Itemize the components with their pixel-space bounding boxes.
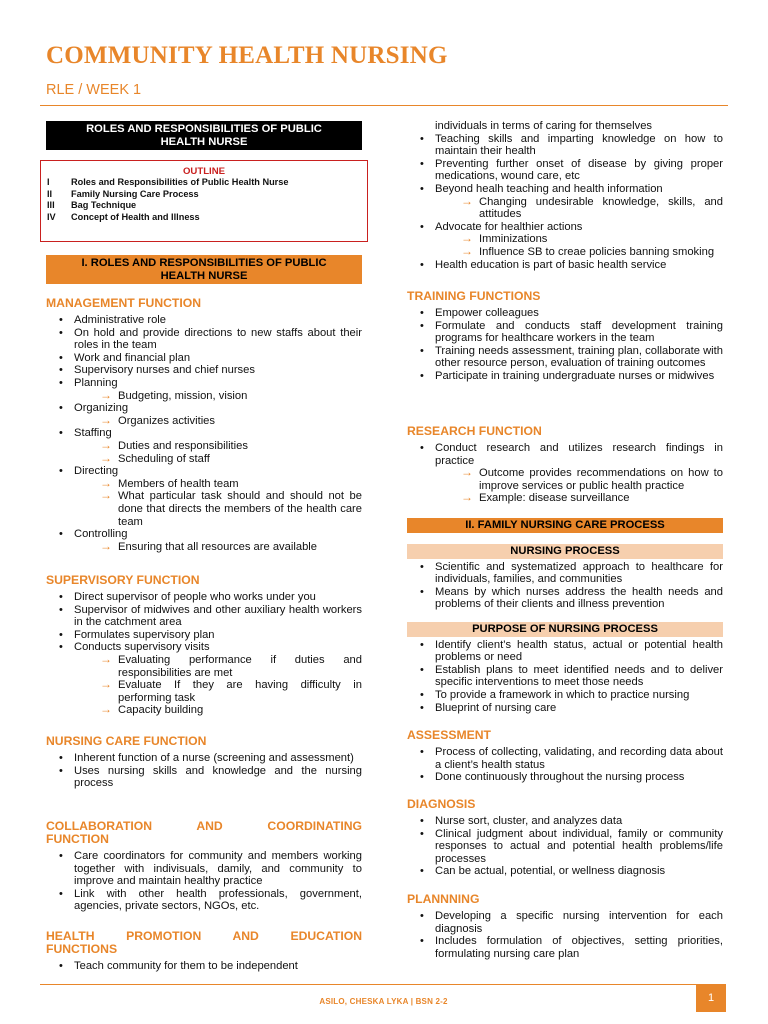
list-item: • Health education is part of basic health service [407,259,723,272]
section-heading: PLANNNING [407,892,480,906]
list-item: • Training needs assessment, training plan, collaborate with other resource person, evaluation of training outcomes [407,345,723,370]
list-item: • On hold and provide directions to new staffs about their roles in the team [46,327,362,352]
sub-item: → Duties and responsibilities [74,440,362,453]
outline-title: OUTLINE [182,166,226,177]
research-function [407,425,723,505]
document-title: COMMUNITY HEALTH NURSING [46,42,448,69]
planning [407,893,723,960]
section-2-heading: II. FAMILY NURSING CARE PROCESS [407,518,723,533]
sub-item: → Scheduling of staff [74,453,362,466]
list-item: • Advocate for healthier actions → Imminizations → Influence SB to creae policies banning smoking [407,221,723,259]
list-item: • Controlling → Ensuring that all resources are available [46,528,362,553]
section-heading: ASSESSMENT [407,728,491,742]
list-item: • Establish plans to meet identified needs and to deliver specific interventions to meet those needs [407,664,723,689]
sub-item: → Evaluating performance if duties and responsibilities are met [74,654,362,679]
list-item: • Care coordinators for community and members working together with indivisuals, damily, and community to improve and maintain healthy practice [46,850,362,888]
section-heading: TRAINING FUNCTIONS [407,289,541,303]
supervisory-function [46,574,362,717]
section-heading: MANAGEMENT FUNCTION [46,296,202,310]
list-item: • Empower colleagues [407,307,723,320]
section-heading: NURSING CARE FUNCTION [46,734,207,748]
sub-item: → Evaluate If they are having difficulty in performing task [74,679,362,704]
list-item: • Link with other health professionals, government, agencies, private sectors, NGOs, etc. [46,888,362,913]
list-item: • Process of collecting, validating, and recording data about a client’s health status [407,746,723,771]
continued-text: individuals in terms of caring for themselves [435,120,653,132]
header-rule [40,105,728,106]
footer-rule [40,984,726,985]
list-item: • Supervisor of midwives and other auxiliary health workers in the catchment area [46,604,362,629]
list-item: • Done continuously throughout the nursing process [407,771,723,784]
purpose-of-nursing-process [407,622,723,714]
list-item: • Uses nursing skills and knowledge and the nursing process [46,765,362,790]
list-item: • Direct supervisor of people who works under you [46,591,362,604]
page-number: 1 [696,984,726,1012]
outline-box [40,160,368,242]
sub-item: → Budgeting, mission, vision [74,390,362,403]
sub-item: → What particular task should and should not be done that directs the members of the health care team [74,490,362,528]
management-function [46,297,362,553]
nursing-care-function [46,735,362,790]
list-item: • Participate in training undergraduate nurses or midwives [407,370,723,383]
document-subtitle: RLE / WEEK 1 [46,82,142,98]
list-item: • Staffing → Duties and responsibilities → Scheduling of staff [46,427,362,465]
list-item: • Conduct research and utilizes research findings in practice → Outcome provides recommendations on how to improve services or public health practice → Example: disease surveillance [407,442,723,505]
section-heading-cont: FUNCTION [46,832,109,846]
list-item: • Beyond healh teaching and health information → Changing undesirable knowledge, skills, and attitudes [407,183,723,221]
promotion-continued [407,120,723,271]
sub-item: → Organizes activities [74,415,362,428]
list-item: • Developing a specific nursing intervention for each diagnosis [407,910,723,935]
outline-item: III Bag Technique [47,200,137,211]
list-item: • Identify client’s health status, actual or potential health problems or need [407,639,723,664]
sub-section-heading: PURPOSE OF NURSING PROCESS [407,622,723,637]
diagnosis [407,798,723,878]
intro-title-box: ROLES AND RESPONSIBILITIES OF PUBLIC HEALTH NURSE [46,121,362,150]
list-item: • Inherent function of a nurse (screening and assessment) [46,752,362,765]
sub-section-heading: NURSING PROCESS [407,544,723,559]
list-item: • Scientific and systematized approach to healthcare for individuals, families, and communities [407,561,723,586]
list-item: • Formulates supervisory plan [46,629,362,642]
section-heading: DIAGNOSIS [407,797,476,811]
section-heading: COLLABORATION AND COORDINATING [46,819,362,833]
list-item: • Conducts supervisory visits → Evaluating performance if duties and responsibilities are met → Evaluate If they are having difficulty in performing task → Capacity building [46,641,362,717]
section-heading: RESEARCH FUNCTION [407,424,542,438]
list-item: • To provide a framework in which to practice nursing [407,689,723,702]
list-item: • Organizing → Organizes activities [46,402,362,427]
list-item: • Includes formulation of objectives, setting priorities, formulating nursing care plan [407,935,723,960]
list-item: • Clinical judgment about individual, family or community responses to actual and potential health problems/life processes [407,828,723,866]
list-item: • Teach community for them to be independent [46,960,362,973]
list-item: • Blueprint of nursing care [407,702,723,715]
section-heading-cont: FUNCTIONS [46,942,118,956]
list-item: • Teaching skills and imparting knowledge on how to maintain their health [407,133,723,158]
list-item: • Can be actual, potential, or wellness diagnosis [407,865,723,878]
section-heading: SUPERVISORY FUNCTION [46,573,200,587]
sub-item: → Changing undesirable knowledge, skills, and attitudes [435,196,723,221]
collaboration-function [46,820,362,913]
outline-item: IV Concept of Health and Illness [47,212,200,223]
outline-item: II Family Nursing Care Process [47,188,199,199]
list-item: • Means by which nurses address the health needs and problems of their clients and illness prevention [407,586,723,611]
outline-item: I Roles and Responsibilities of Public Health Nurse [47,177,289,187]
assessment [407,729,723,784]
sub-item: → Imminizations [435,233,723,246]
list-item: • Work and financial plan [46,352,362,365]
training-functions [407,290,723,383]
section-1-heading: I. ROLES AND RESPONSIBILITIES OF PUBLIC HEALTH NURSE [46,255,362,284]
nursing-process [407,544,723,611]
list-item: • Preventing further onset of disease by giving proper medications, wound care, etc [407,158,723,183]
list-item: • Administrative role [46,314,362,327]
list-item: • Nurse sort, cluster, and analyzes data [407,815,723,828]
promotion-function [46,930,362,973]
sub-item: → Influence SB to creae policies banning smoking [435,246,723,259]
footer-author: ASILO, CHESKA LYKA | BSN 2-2 [319,997,448,1006]
list-item: • Directing → Members of health team → What particular task should and should not be done that directs the members of the health care team [46,465,362,528]
sub-item: → Outcome provides recommendations on how to improve services or public health practice [435,467,723,492]
list-item: • Planning → Budgeting, mission, vision [46,377,362,402]
list-item: • Supervisory nurses and chief nurses [46,364,362,377]
sub-item: → Capacity building [74,704,362,717]
section-heading: HEALTH PROMOTION AND EDUCATION [46,929,362,943]
sub-item: → Example: disease surveillance [435,492,723,505]
list-item: • Formulate and conducts staff development training programs for healthcare workers in the team [407,320,723,345]
sub-item: → Members of health team [74,478,362,491]
sub-item: → Ensuring that all resources are available [74,541,362,554]
